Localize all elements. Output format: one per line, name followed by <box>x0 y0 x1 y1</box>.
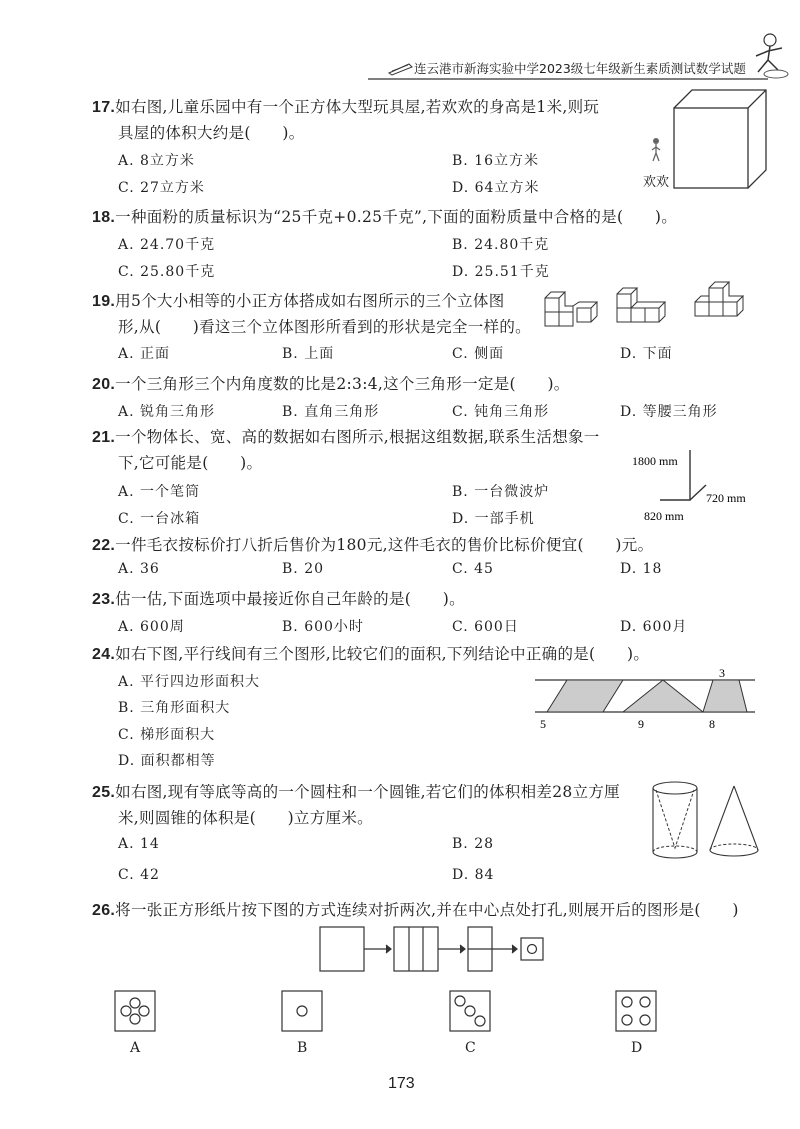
answer-label-b: B <box>297 1040 309 1056</box>
trapezoid-base-label: 8 <box>709 717 715 731</box>
option-a[interactable]: A. 600周 <box>118 619 185 635</box>
runner-mascot-icon <box>748 30 792 80</box>
option-a[interactable]: A. 14 <box>118 836 160 852</box>
question-text: 下,它可能是( )。 <box>118 454 263 472</box>
question-text: 如右图,儿童乐园中有一个正方体大型玩具屋,若欢欢的身高是1米,则玩 <box>115 98 600 116</box>
question-text: 估一估,下面选项中最接近你自己年龄的是( )。 <box>115 590 465 608</box>
option-c[interactable]: C. 45 <box>452 561 494 577</box>
question-text: 如右下图,平行线间有三个图形,比较它们的面积,下列结论中正确的是( )。 <box>115 645 650 663</box>
answer-figure-d[interactable] <box>615 990 657 1032</box>
option-d[interactable]: D. 64立方米 <box>452 180 540 196</box>
parallelogram-base-label: 5 <box>540 717 546 731</box>
option-a[interactable]: A. 锐角三角形 <box>118 404 216 420</box>
question-text: 形,从( )看这三个立体图形所看到的形状是完全一样的。 <box>118 318 531 336</box>
header-title: 连云港市新海实验中学2023级七年级新生素质测试数学试题 <box>414 61 746 76</box>
question-text: 米,则圆锥的体积是( )立方厘米。 <box>118 809 373 827</box>
answer-figure-b[interactable] <box>281 990 323 1032</box>
question-text: 一个物体长、宽、高的数据如右图所示,根据这组数据,联系生活想象一 <box>115 428 600 446</box>
option-d[interactable]: D. 25.51千克 <box>452 264 550 280</box>
option-d[interactable]: D. 等腰三角形 <box>620 404 718 420</box>
answer-label-a: A <box>130 1040 142 1056</box>
length-label: 820 mm <box>644 509 684 523</box>
option-a[interactable]: A. 平行四边形面积大 <box>118 674 261 690</box>
option-c[interactable]: C. 钝角三角形 <box>452 404 550 420</box>
question-number: 18. <box>92 209 116 226</box>
answer-figure-c[interactable] <box>449 990 491 1032</box>
option-c[interactable]: C. 侧面 <box>452 346 505 362</box>
option-b[interactable]: B. 上面 <box>282 346 335 362</box>
answer-figure-a[interactable] <box>114 990 156 1032</box>
question-number: 17. <box>92 99 116 116</box>
answer-label-d: D <box>631 1040 644 1056</box>
question-number: 20. <box>92 376 116 393</box>
option-b[interactable]: B. 16立方米 <box>452 153 540 169</box>
trapezoid-top-label: 3 <box>719 666 725 680</box>
question-number: 22. <box>92 537 116 554</box>
dimension-figure <box>620 440 770 525</box>
question-text: 将一张正方形纸片按下图的方式连续对折两次,并在中心点处打孔,则展开后的图形是( ) <box>115 901 739 919</box>
option-c[interactable]: C. 25.80千克 <box>118 264 216 280</box>
option-c[interactable]: C. 27立方米 <box>118 180 205 196</box>
figure-label-huanhuan: 欢欢 <box>643 175 670 190</box>
option-a[interactable]: A. 36 <box>118 561 160 577</box>
option-b[interactable]: B. 600小时 <box>282 619 364 635</box>
option-d[interactable]: D. 一部手机 <box>452 511 535 527</box>
question-number: 25. <box>92 784 116 801</box>
option-c[interactable]: C. 600日 <box>452 619 519 635</box>
option-b[interactable]: B. 24.80千克 <box>452 237 550 253</box>
stacked-cubes-figure <box>543 282 753 332</box>
question-text: 如右图,现有等底等高的一个圆柱和一个圆锥,若它们的体积相差28立方厘 <box>115 783 620 801</box>
option-d[interactable]: D. 18 <box>620 561 663 577</box>
option-d[interactable]: D. 面积都相等 <box>118 753 216 769</box>
option-a[interactable]: A. 24.70千克 <box>118 237 216 253</box>
page-number: 173 <box>388 1075 415 1092</box>
question-number: 19. <box>92 293 116 310</box>
option-b[interactable]: B. 28 <box>452 836 495 852</box>
triangle-base-label: 9 <box>638 717 644 731</box>
question-number: 26. <box>92 902 116 919</box>
option-d[interactable]: D. 600月 <box>620 619 688 635</box>
option-b[interactable]: B. 直角三角形 <box>282 404 380 420</box>
child-icon <box>649 137 663 163</box>
width-label: 720 mm <box>706 491 746 505</box>
option-b[interactable]: B. 三角形面积大 <box>118 700 231 716</box>
question-text: 一种面粉的质量标识为“25千克+0.25千克”,下面的面粉质量中合格的是( )。 <box>115 208 678 226</box>
option-b[interactable]: B. 一台微波炉 <box>452 484 550 500</box>
option-d[interactable]: D. 下面 <box>620 346 673 362</box>
cube-house-figure <box>668 88 768 198</box>
option-b[interactable]: B. 20 <box>282 561 325 577</box>
question-text: 用5个大小相等的小正方体搭成如右图所示的三个立体图 <box>115 292 505 310</box>
folding-sequence-figure <box>318 925 548 975</box>
question-text: 具屋的体积大约是( )。 <box>118 124 305 142</box>
option-c[interactable]: C. 一台冰箱 <box>118 511 201 527</box>
option-a[interactable]: A. 正面 <box>118 346 171 362</box>
option-a[interactable]: A. 8立方米 <box>118 153 195 169</box>
question-text: 一件毛衣按标价打八折后售价为180元,这件毛衣的售价比标价便宜( )元。 <box>115 536 654 554</box>
question-number: 21. <box>92 429 116 446</box>
option-a[interactable]: A. 一个笔筒 <box>118 484 201 500</box>
cylinder-cone-figure <box>648 778 768 870</box>
question-number: 24. <box>92 646 116 663</box>
option-d[interactable]: D. 84 <box>452 867 495 883</box>
option-c[interactable]: C. 梯形面积大 <box>118 727 216 743</box>
parallel-lines-figure <box>535 668 757 738</box>
pencil-icon <box>388 60 414 76</box>
option-c[interactable]: C. 42 <box>118 867 160 883</box>
question-number: 23. <box>92 591 116 608</box>
answer-label-c: C <box>465 1040 477 1056</box>
height-label: 1800 mm <box>632 454 678 468</box>
header-rule <box>368 78 768 82</box>
question-text: 一个三角形三个内角度数的比是2:3:4,这个三角形一定是( )。 <box>115 375 570 393</box>
